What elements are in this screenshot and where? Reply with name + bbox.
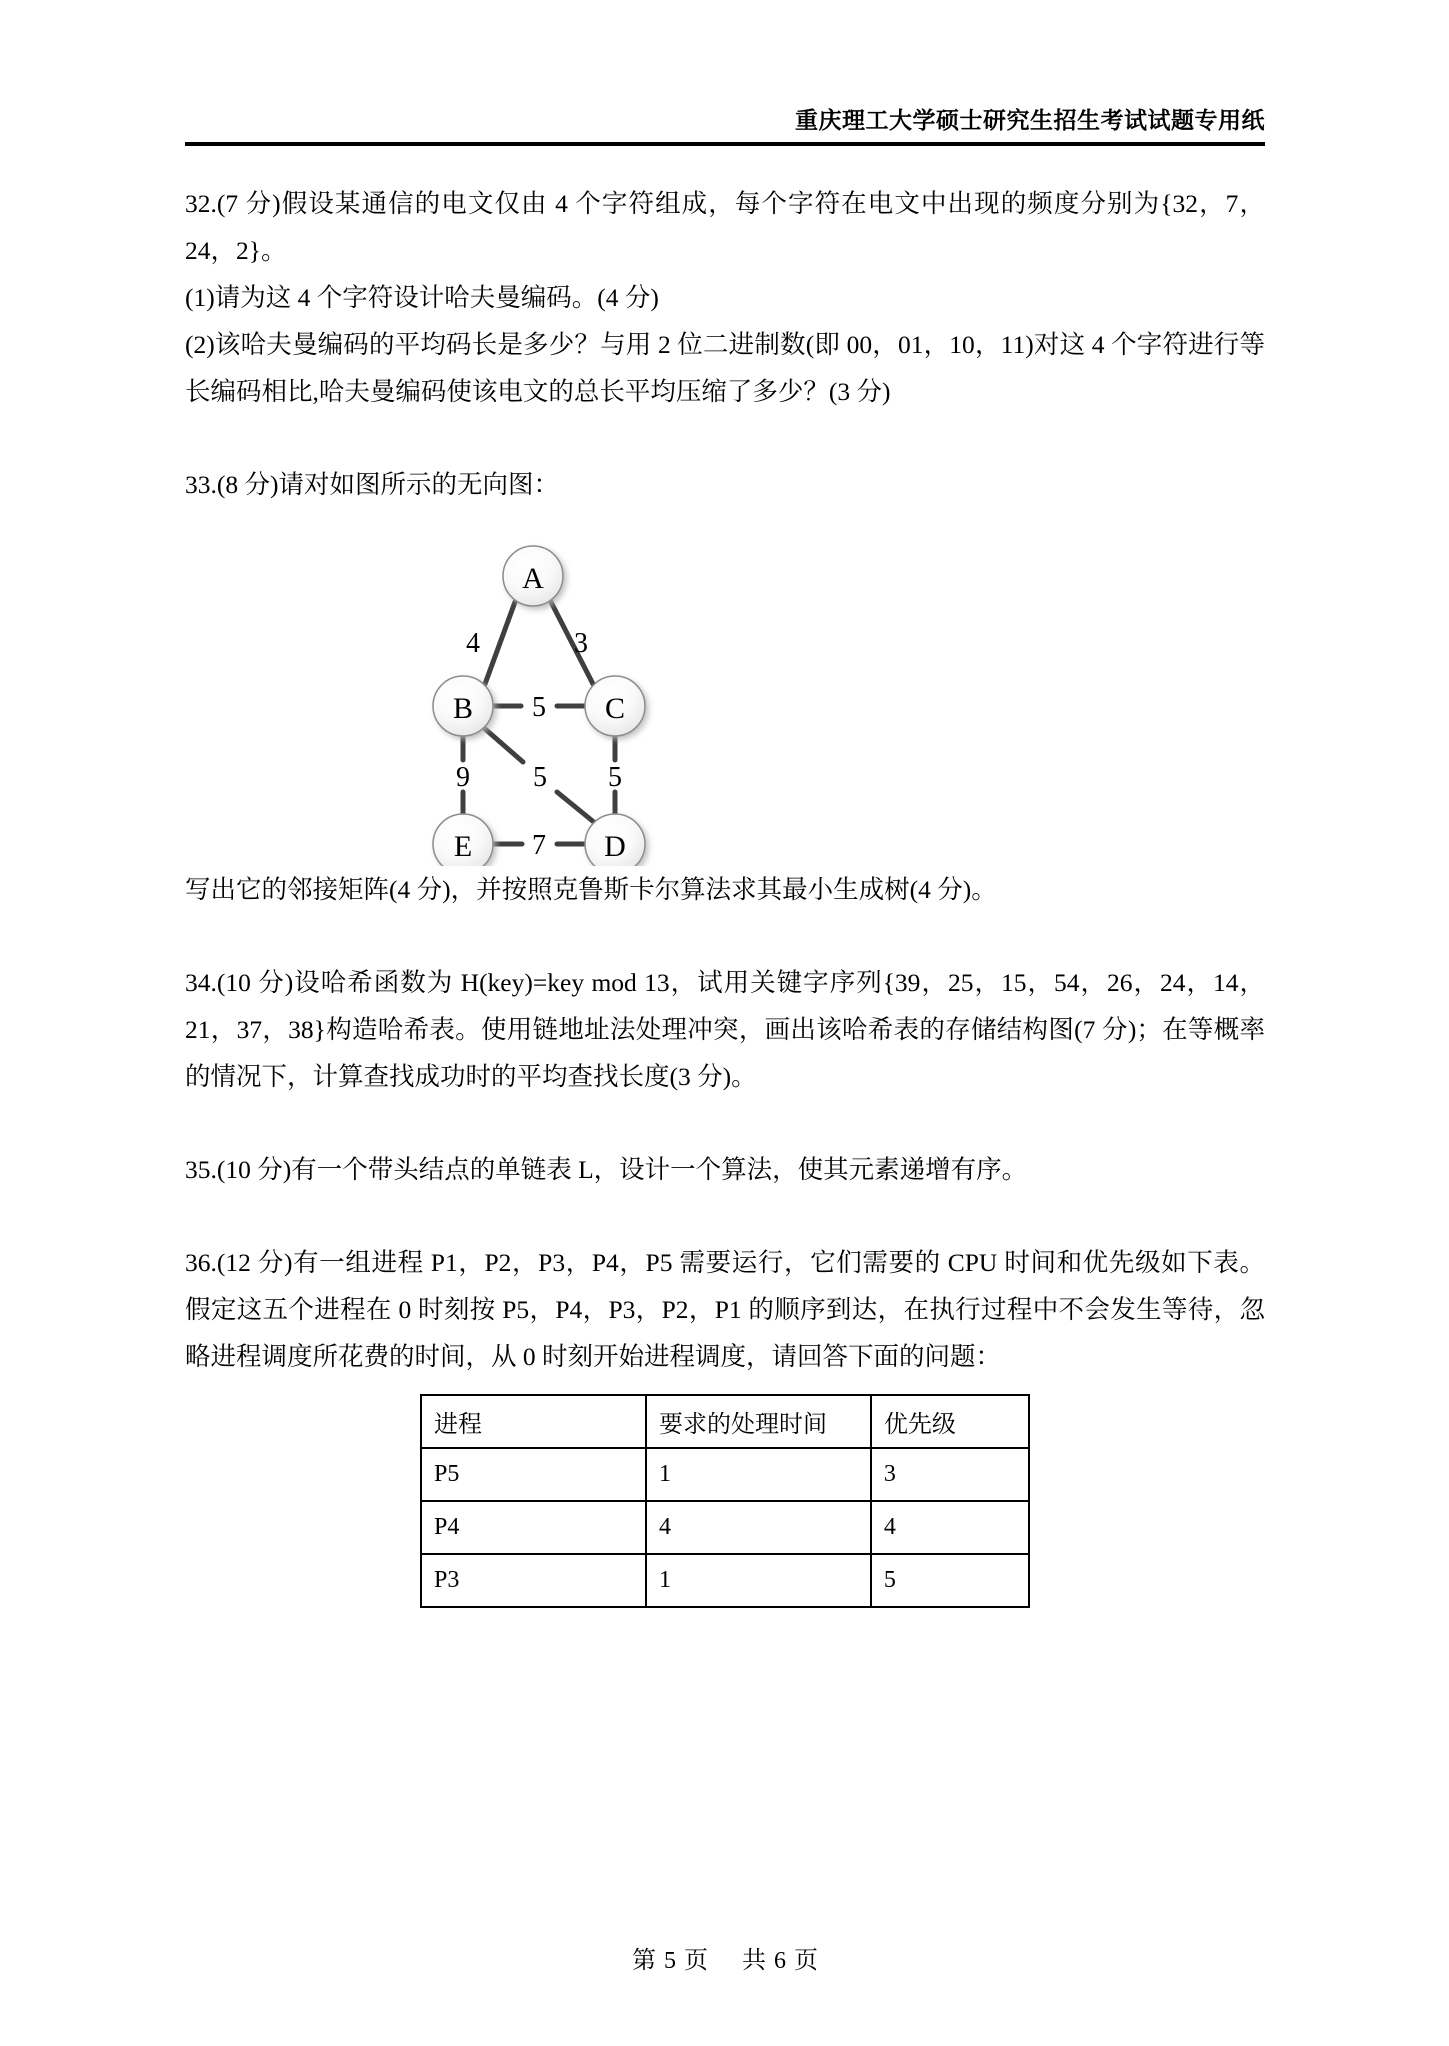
cell-time: 4 <box>646 1501 871 1554</box>
page-content <box>185 180 1265 1608</box>
footer-total-unit: 页 <box>794 1948 818 1974</box>
table-row <box>421 1448 1029 1501</box>
graph-node-d-label: D <box>604 830 626 863</box>
edge-weight-c-d: 5 <box>608 762 622 793</box>
question-33-text: 33.(8 分)请对如图所示的无向图： <box>185 470 559 499</box>
spacer <box>185 919 1265 959</box>
table-row <box>421 1501 1029 1554</box>
edge-b-a <box>485 602 515 684</box>
page-footer <box>185 1940 1265 1975</box>
question-33-prompt <box>185 461 1265 508</box>
table-header-priority: 优先级 <box>871 1395 1029 1448</box>
header-divider <box>185 142 1265 146</box>
graph-node-a <box>503 546 563 606</box>
edge-b-d-top <box>484 728 523 762</box>
edge-b-d-bottom <box>557 792 595 823</box>
footer-total-number: 6 <box>774 1948 786 1974</box>
spacer <box>185 1199 1265 1239</box>
graph-svg <box>185 514 1265 866</box>
graph-node-a-label: A <box>522 562 544 595</box>
cell-priority: 3 <box>871 1448 1029 1501</box>
graph-node-b <box>433 676 493 736</box>
table-header-processing-time: 要求的处理时间 <box>646 1395 871 1448</box>
graph-node-b-label: B <box>452 692 474 725</box>
table-header-row <box>421 1395 1029 1448</box>
question-32-line-1: 32.(7 分)假设某通信的电文仅由 4 个字符组成，每个字符在电文中出现的频度分别为{32，7，24，2}。 <box>185 189 1265 265</box>
question-33-after-text: 写出它的邻接矩阵(4 分)，并按照克鲁斯卡尔算法求其最小生成树(4 分)。 <box>185 875 997 904</box>
cell-priority: 5 <box>871 1554 1029 1607</box>
cell-priority: 4 <box>871 1501 1029 1554</box>
question-32 <box>185 180 1265 415</box>
undirected-graph-figure <box>185 514 1265 866</box>
question-34 <box>185 959 1265 1100</box>
cell-process: P4 <box>421 1501 646 1554</box>
question-35 <box>185 1146 1265 1193</box>
footer-total-label: 共 <box>742 1948 766 1974</box>
cell-time: 1 <box>646 1554 871 1607</box>
table-header-process: 进程 <box>421 1395 646 1448</box>
edge-weight-b-c: 5 <box>532 692 546 723</box>
question-36-text: 36.(12 分)有一组进程 P1，P2，P3，P4，P5 需要运行，它们需要的 CPU 时间和优先级如下表。假定这五个进程在 0 时刻按 P5，P4，P3，P2，P1 的顺序到达，在执行过程中不会发生等待，忽略进程调度所花费的时间，从 0 时刻开始进程调度，请回答下面的问题： <box>185 1248 1265 1371</box>
question-36 <box>185 1239 1265 1380</box>
cell-time: 1 <box>646 1448 871 1501</box>
edge-weight-b-d: 5 <box>533 762 547 793</box>
graph-node-e <box>433 814 493 866</box>
spacer <box>185 1106 1265 1146</box>
footer-page-number: 5 <box>664 1948 676 1974</box>
question-34-text: 34.(10 分)设哈希函数为 H(key)=key mod 13，试用关键字序列{39，25，15，54，26，24，14，21，37，38}构造哈希表。使用链地址法处理冲突，画出该哈希表的存储结构图(7 分)；在等概率的情况下，计算查找成功时的平均查找长度(3 分)。 <box>185 968 1265 1091</box>
graph-node-c-label: C <box>604 692 626 725</box>
question-32-line-3: (2)该哈夫曼编码的平均码长是多少？与用 2 位二进制数(即 00，01，10，11)对这 4 个字符进行等长编码相比,哈夫曼编码使该电文的总长平均压缩了多少？(3 分) <box>185 330 1265 406</box>
spacer <box>185 421 1265 461</box>
question-32-line-2: (1)请为这 4 个字符设计哈夫曼编码。(4 分) <box>185 283 659 312</box>
edge-weight-a-c: 3 <box>574 628 588 659</box>
graph-node-e-label: E <box>453 830 473 863</box>
graph-node-d <box>585 814 645 866</box>
process-table <box>420 1394 1030 1608</box>
table-row <box>421 1554 1029 1607</box>
question-35-text: 35.(10 分)有一个带头结点的单链表 L，设计一个算法，使其元素递增有序。 <box>185 1155 1028 1184</box>
edge-weight-b-e: 9 <box>456 762 470 793</box>
process-table-wrapper <box>185 1394 1265 1608</box>
graph-node-c <box>585 676 645 736</box>
footer-page-label: 第 <box>632 1948 656 1974</box>
question-33-after <box>185 866 1265 913</box>
cell-process: P5 <box>421 1448 646 1501</box>
edge-weight-e-d: 7 <box>532 830 546 861</box>
footer-page-unit: 页 <box>684 1948 708 1974</box>
page-header-title: 重庆理工大学硕士研究生招生考试试题专用纸 <box>795 108 1265 133</box>
edge-weight-b-a: 4 <box>466 628 480 659</box>
cell-process: P3 <box>421 1554 646 1607</box>
